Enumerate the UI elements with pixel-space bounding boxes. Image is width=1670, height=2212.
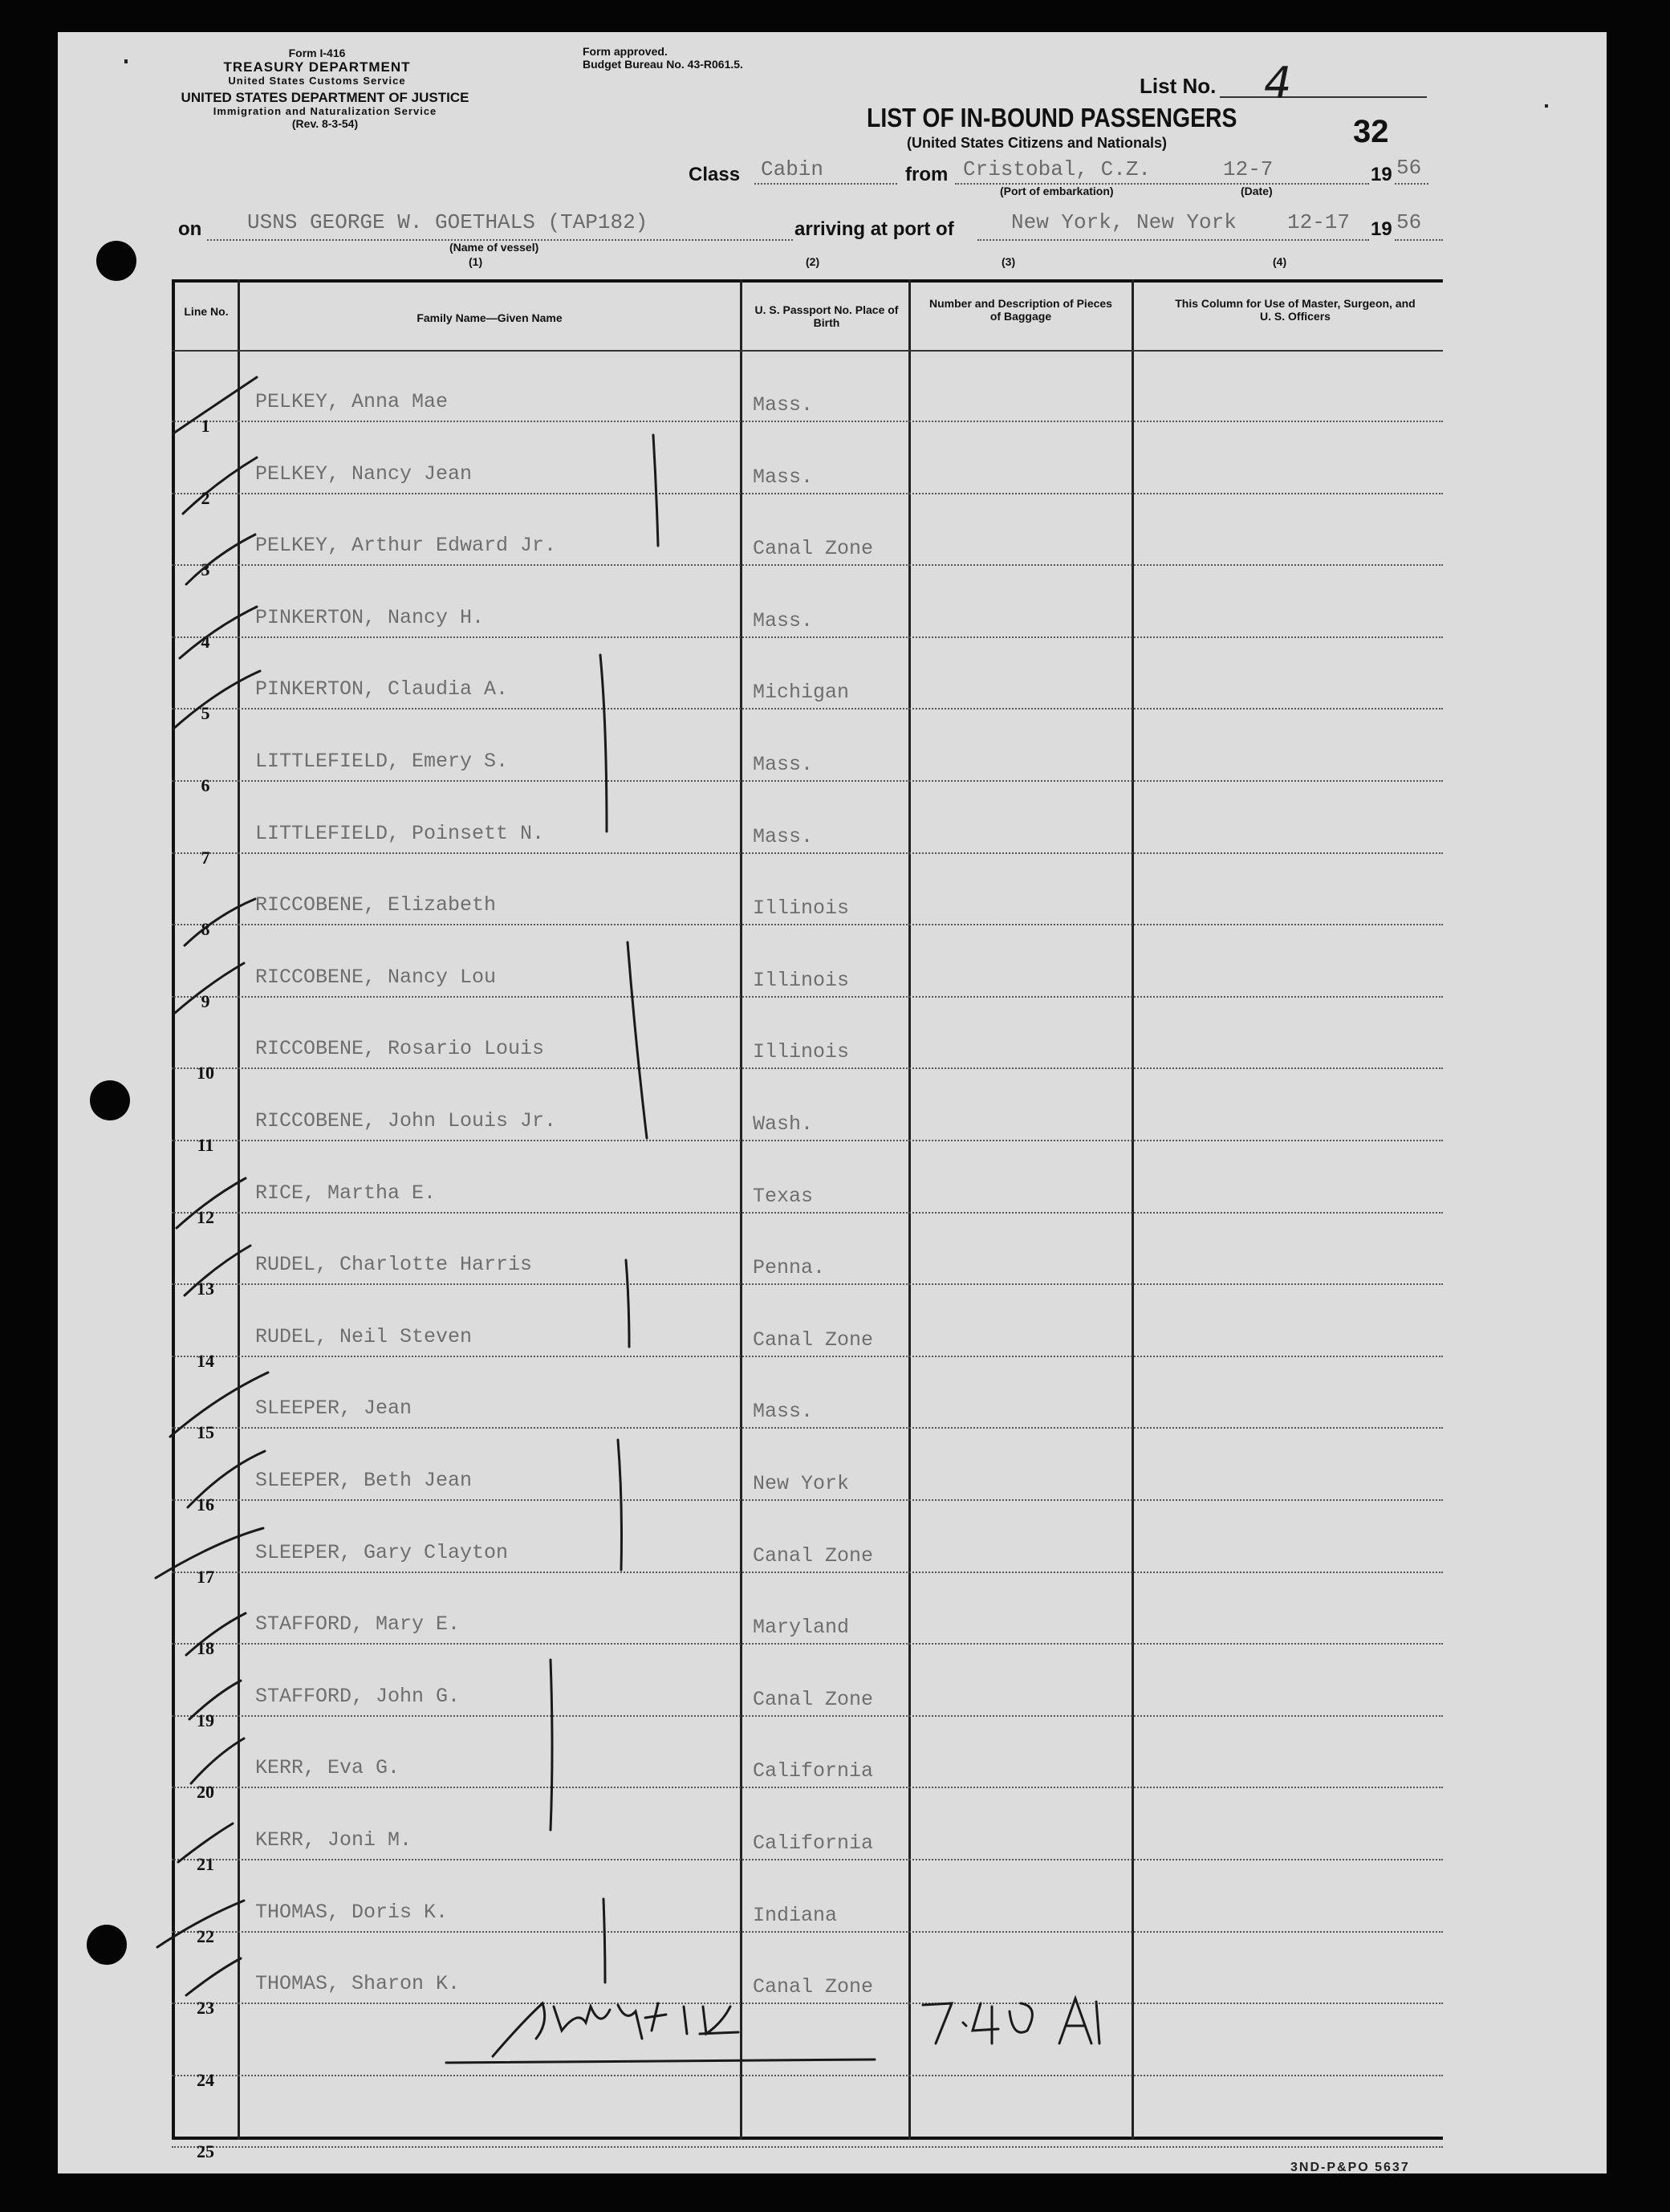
col-caption-4: (4) xyxy=(1273,255,1287,268)
line-number: 9 xyxy=(201,991,210,1011)
arrival-year: 56 xyxy=(1396,210,1422,234)
year-prefix-1: 19 xyxy=(1371,164,1392,185)
place-of-birth: Mass. xyxy=(753,1400,814,1423)
place-of-birth: California xyxy=(753,1759,874,1783)
col-caption-1: (1) xyxy=(469,255,483,268)
line-number: 20 xyxy=(197,1782,214,1802)
list-no-label: List No. xyxy=(1140,74,1217,98)
th-passport: U. S. Passport No. Place of Birth xyxy=(754,303,899,330)
place-of-birth: Canal Zone xyxy=(753,1975,874,1999)
line-number: 4 xyxy=(201,632,210,652)
line-number: 11 xyxy=(197,1135,214,1155)
line-number: 13 xyxy=(197,1279,214,1299)
line-number: 24 xyxy=(197,2070,214,2090)
line-number: 19 xyxy=(197,1710,214,1730)
passenger-name: PELKEY, Arthur Edward Jr. xyxy=(255,534,557,557)
passenger-name: THOMAS, Doris K. xyxy=(255,1901,449,1924)
from-value: Cristobal, C.Z. xyxy=(963,157,1152,181)
place-of-birth: Texas xyxy=(753,1185,814,1208)
line-number: 12 xyxy=(197,1207,214,1227)
passenger-name: PELKEY, Nancy Jean xyxy=(255,462,473,486)
th-line-no: Line No. xyxy=(184,305,229,318)
line-number: 14 xyxy=(197,1351,214,1371)
line-number: 7 xyxy=(201,848,210,868)
passenger-name: KERR, Joni M. xyxy=(255,1828,412,1852)
ins-service: Immigration and Naturalization Service xyxy=(213,104,437,117)
class-label: Class xyxy=(689,164,741,185)
place-of-birth: Mass. xyxy=(753,825,814,848)
line-number: 18 xyxy=(197,1638,214,1658)
passenger-name: KERR, Eva G. xyxy=(255,1756,400,1779)
place-of-birth: Maryland xyxy=(753,1616,850,1639)
arriving-label: arriving at port of xyxy=(794,218,954,240)
line-number: 3 xyxy=(201,559,210,579)
vessel-name: USNS GEORGE W. GOETHALS (TAP182) xyxy=(247,210,648,234)
passenger-name: PINKERTON, Nancy H. xyxy=(255,606,485,629)
passenger-name: PELKEY, Anna Mae xyxy=(255,390,449,413)
passenger-name: RUDEL, Neil Steven xyxy=(255,1325,473,1348)
date-caption: (Date) xyxy=(1241,185,1273,197)
line-number: 22 xyxy=(197,1926,214,1946)
place-of-birth: Canal Zone xyxy=(753,1544,874,1568)
th-baggage: Number and Description of Pieces of Baggage xyxy=(929,297,1112,323)
arrival-date: 12-17 xyxy=(1287,210,1351,234)
treasury-dept: TREASURY DEPARTMENT xyxy=(223,59,411,75)
place-of-birth: Canal Zone xyxy=(753,1328,874,1352)
place-of-birth: Illinois xyxy=(753,897,850,920)
th-family-name: Family Name—Given Name xyxy=(416,311,563,324)
passenger-name: SLEEPER, Beth Jean xyxy=(255,1469,473,1492)
page-title: LIST OF IN-BOUND PASSENGERS xyxy=(867,103,1237,132)
passenger-name: STAFFORD, Mary E. xyxy=(255,1612,461,1636)
place-of-birth: Mass. xyxy=(753,753,814,776)
line-number: 15 xyxy=(197,1422,214,1442)
place-of-birth: Canal Zone xyxy=(753,1688,874,1711)
form-number: Form I-416 xyxy=(288,47,346,59)
line-number: 25 xyxy=(197,2141,214,2161)
line-number: 21 xyxy=(197,1854,214,1874)
arrival-port: New York, New York xyxy=(1011,210,1237,234)
embark-date: 12-7 xyxy=(1223,157,1274,181)
place-of-birth: Penna. xyxy=(753,1256,826,1279)
place-of-birth: Mass. xyxy=(753,609,814,632)
th-officers: This Column for Use of Master, Surgeon, and U. S. Officers xyxy=(1175,297,1416,323)
place-of-birth: Michigan xyxy=(753,681,850,704)
print-code: 3ND-P&PO 5637 xyxy=(1290,2161,1410,2174)
speck-1 xyxy=(124,59,128,63)
page-number: 32 xyxy=(1353,114,1389,149)
page-subtitle: (United States Citizens and Nationals) xyxy=(907,135,1168,151)
line-number: 1 xyxy=(201,416,210,436)
place-of-birth: Wash. xyxy=(753,1112,814,1136)
embark-year: 56 xyxy=(1396,156,1422,180)
vessel-caption: (Name of vessel) xyxy=(449,241,539,254)
passenger-name: RICCOBENE, John Louis Jr. xyxy=(255,1109,557,1132)
passenger-name: THOMAS, Sharon K. xyxy=(255,1972,461,1995)
customs-service: United States Customs Service xyxy=(228,74,406,87)
justice-dept: UNITED STATES DEPARTMENT OF JUSTICE xyxy=(181,90,469,105)
form-approved: Form approved. xyxy=(583,45,668,58)
from-label: from xyxy=(905,164,949,185)
place-of-birth: Illinois xyxy=(753,969,850,992)
col-caption-2: (2) xyxy=(806,255,820,268)
place-of-birth: Canal Zone xyxy=(753,537,874,560)
line-number: 5 xyxy=(201,703,210,723)
port-caption: (Port of embarkation) xyxy=(1000,185,1114,197)
passenger-name: RICCOBENE, Rosario Louis xyxy=(255,1037,545,1060)
passenger-name: RICCOBENE, Elizabeth xyxy=(255,893,497,917)
class-value: Cabin xyxy=(761,157,824,181)
col-caption-3: (3) xyxy=(1002,255,1016,268)
on-label: on xyxy=(178,218,202,240)
place-of-birth: Indiana xyxy=(753,1904,838,1927)
passenger-name: RUDEL, Charlotte Harris xyxy=(255,1253,533,1276)
speck-2 xyxy=(1545,104,1548,108)
form-revision: (Rev. 8-3-54) xyxy=(291,117,359,131)
place-of-birth: California xyxy=(753,1832,874,1855)
line-number: 8 xyxy=(201,919,210,939)
place-of-birth: Mass. xyxy=(753,393,814,417)
passenger-name: STAFFORD, John G. xyxy=(255,1685,461,1708)
budget-bureau: Budget Bureau No. 43-R061.5. xyxy=(583,58,743,71)
passenger-name: SLEEPER, Gary Clayton xyxy=(255,1541,509,1564)
place-of-birth: Illinois xyxy=(753,1040,850,1063)
passenger-name: LITTLEFIELD, Poinsett N. xyxy=(255,822,545,845)
line-number: 2 xyxy=(201,488,210,508)
place-of-birth: New York xyxy=(753,1472,850,1495)
place-of-birth: Mass. xyxy=(753,466,814,489)
passenger-name: RICE, Martha E. xyxy=(255,1181,437,1205)
line-number: 10 xyxy=(197,1063,214,1083)
passenger-name: LITTLEFIELD, Emery S. xyxy=(255,750,509,773)
line-number: 16 xyxy=(197,1494,214,1515)
passenger-name: PINKERTON, Claudia A. xyxy=(255,677,509,701)
passenger-name: RICCOBENE, Nancy Lou xyxy=(255,966,497,989)
passenger-name: SLEEPER, Jean xyxy=(255,1397,412,1420)
line-number: 6 xyxy=(201,775,210,795)
list-no-value: 4 xyxy=(1264,58,1292,108)
line-number: 23 xyxy=(197,1998,214,2018)
line-number: 17 xyxy=(197,1567,214,1587)
year-prefix-2: 19 xyxy=(1371,218,1392,240)
